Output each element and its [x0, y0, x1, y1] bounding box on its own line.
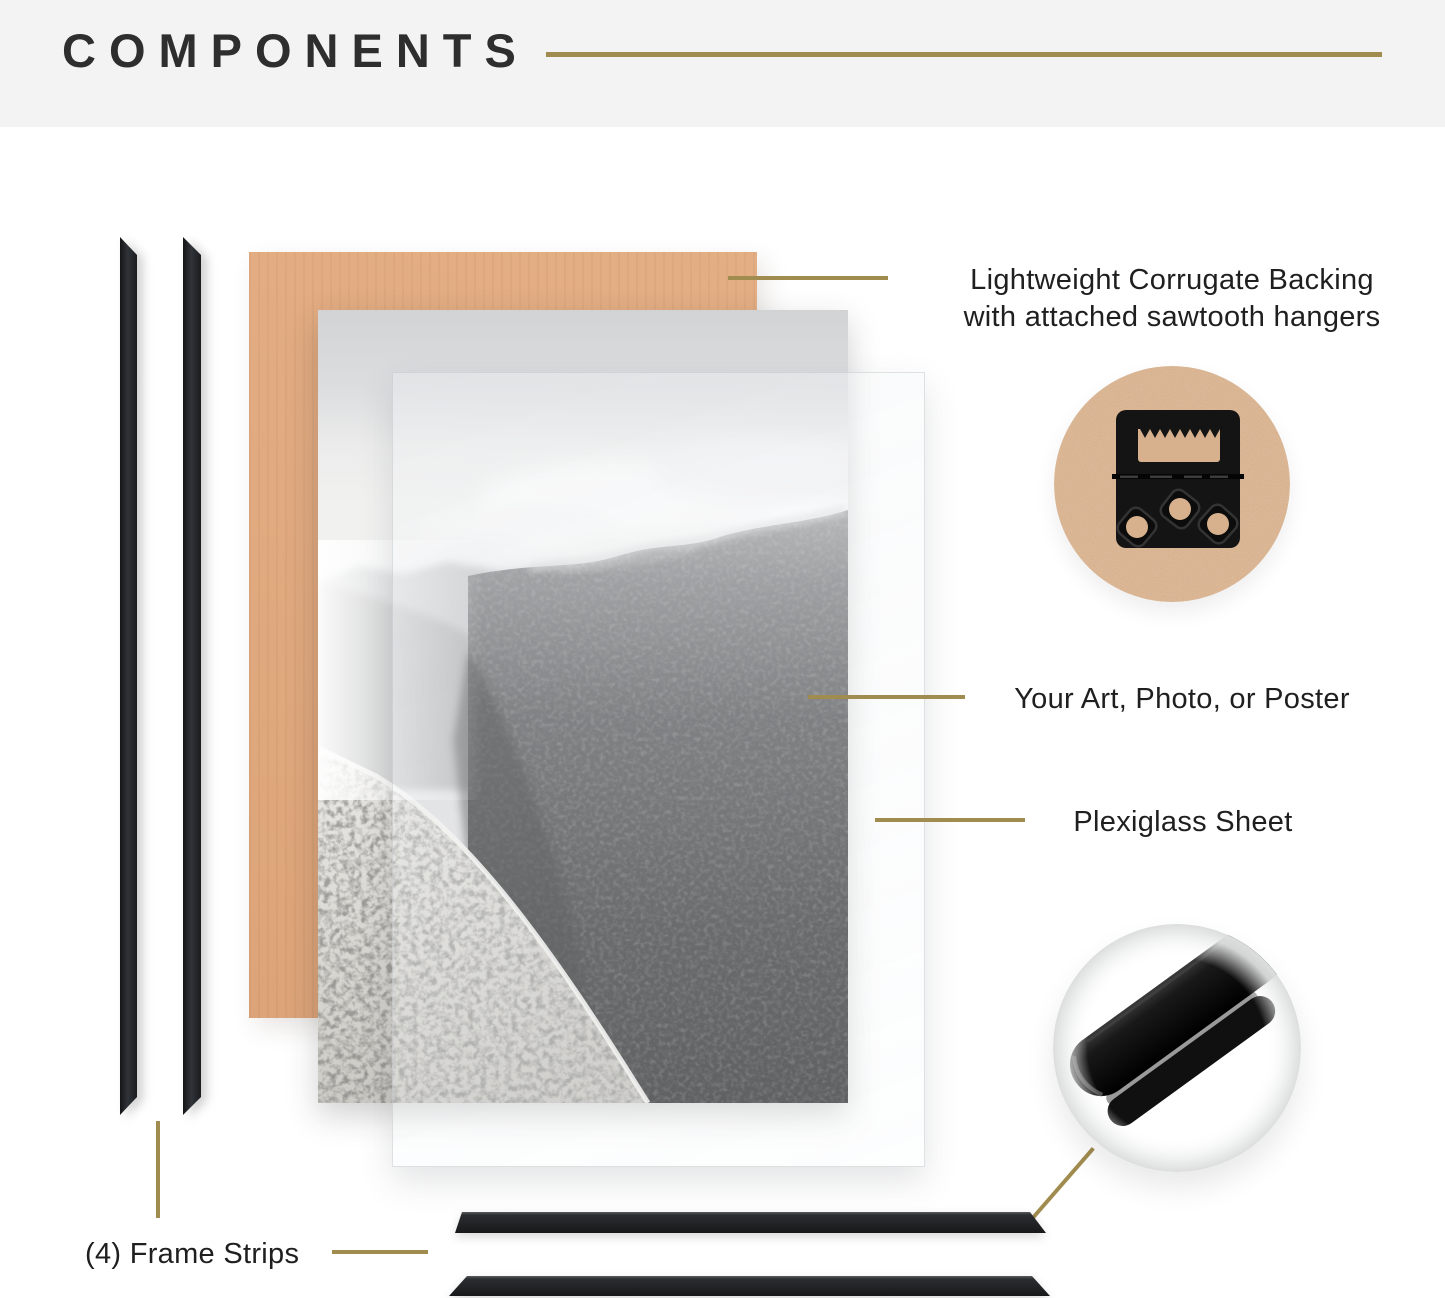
frame-strip-profile-icon: [1053, 924, 1301, 1172]
header-rule: [546, 52, 1382, 57]
frame-strip-horizontal-top: [455, 1212, 1046, 1233]
frame-strip-horizontal-top-face: [455, 1212, 1046, 1233]
frame-strip-horizontal-bottom: [449, 1276, 1050, 1296]
frame-strip-vertical-left-face: [120, 237, 137, 1115]
plexiglass-sheet: [392, 372, 925, 1167]
frame-strip-vertical-left: [120, 237, 137, 1115]
sawtooth-hanger-icon: [1054, 366, 1290, 602]
label-plexiglass-sheet: Plexiglass Sheet: [1073, 806, 1293, 838]
label-frame-strips: (4) Frame Strips: [85, 1238, 300, 1270]
label-corrugate-backing: [942, 262, 1402, 336]
frame-strip-profile-inset: [1053, 924, 1301, 1172]
sawtooth-hanger-inset: [1054, 366, 1290, 602]
leader-line-frame-strips-horizontal: [332, 1250, 428, 1254]
label-corrugate-backing-line2: with attached sawtooth hangers: [963, 301, 1381, 333]
leader-line-art: [808, 695, 965, 699]
frame-strip-horizontal-bottom-face: [449, 1276, 1050, 1296]
label-art-photo-poster: Your Art, Photo, or Poster: [1014, 683, 1350, 715]
frame-strip-vertical-right: [183, 237, 201, 1115]
leader-line-frame-strips-vertical: [156, 1121, 160, 1218]
leader-line-backing: [728, 276, 888, 280]
page-title: COMPONENTS: [62, 24, 529, 77]
label-corrugate-backing-line1: Lightweight Corrugate Backing: [970, 264, 1374, 296]
frame-strip-vertical-right-face: [183, 237, 201, 1115]
